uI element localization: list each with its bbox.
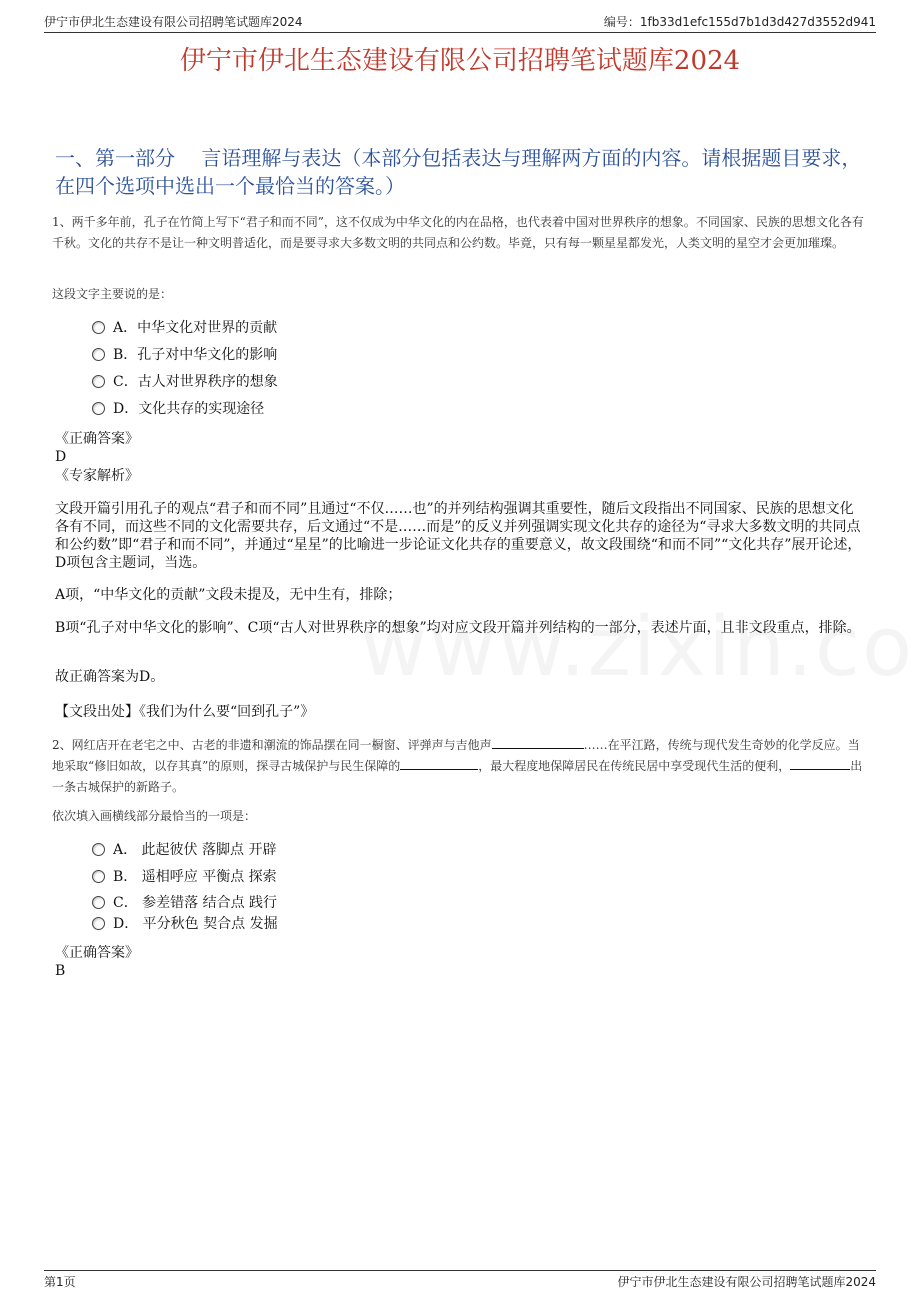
q2-option-a[interactable] <box>92 840 276 860</box>
q2-stem-part-2: ……在平江路，传统与现代发生奇妙的化学反应。当地采取“修旧如故，以存其真”的原则，探寻古城保护与民生保障的 <box>52 738 860 773</box>
option-label: B． 遥相呼应 平衡点 探索 <box>113 869 277 885</box>
header-left-text: 伊宁市伊北生态建设有限公司招聘笔试题库2024 <box>44 15 303 29</box>
option-label: C． 参差错落 结合点 践行 <box>113 895 278 911</box>
q2-stem-part-1: 2、网红店开在老宅之中、古老的非遗和潮流的饰品摆在同一橱窗、评弹声与吉他声 <box>52 738 492 752</box>
q1-answer: D <box>55 449 67 465</box>
option-label: D．文化共存的实现途径 <box>113 401 265 417</box>
q2-answer: B <box>55 963 66 979</box>
q1-source: 【文段出处】《我们为什么要“回到孔子”》 <box>55 704 315 720</box>
fill-blank-3 <box>790 757 850 770</box>
header-document-number: 编号：1fb33d1efc155d7b1d3d427d3552d941 <box>603 15 876 29</box>
option-label: A． 此起彼伏 落脚点 开辟 <box>113 842 277 858</box>
option-label: C．古人对世界秩序的想象 <box>113 374 278 390</box>
q2-option-c[interactable] <box>92 893 277 913</box>
page-number: 第1页 <box>44 1275 76 1289</box>
radio-button-icon[interactable] <box>92 896 105 909</box>
fill-blank-2 <box>400 757 478 770</box>
fill-blank-1 <box>492 736 584 749</box>
radio-button-icon[interactable] <box>92 843 105 856</box>
q1-analysis-paragraph: 故正确答案为D。 <box>55 669 165 685</box>
radio-button-icon[interactable] <box>92 917 105 930</box>
radio-button-icon[interactable] <box>92 870 105 883</box>
q1-option-b[interactable] <box>92 345 277 365</box>
q2-stem-part-4: 出一条古城保护的新路子。 <box>52 759 863 794</box>
q1-analysis-paragraph: A项，“中华文化的贡献”文段未提及，无中生有，排除； <box>55 587 402 603</box>
radio-button-icon[interactable] <box>92 375 105 388</box>
section-heading: 一、第一部分 言语理解与表达（本部分包括表达与理解两方面的内容。请根据题目要求，在四个选项中选出一个最恰当的答案。） <box>55 146 862 198</box>
running-header <box>44 14 876 33</box>
question-2-stem <box>52 735 867 798</box>
q1-analysis-paragraph: B项“孔子对中华文化的影响”、C项“古人对世界秩序的想象”均对应文段开篇并列结构的一部分，表述片面，且非文段重点，排除。 <box>55 620 861 636</box>
option-label: A．中华文化对世界的贡献 <box>113 320 278 336</box>
document-title: 伊宁市伊北生态建设有限公司招聘笔试题库2024 <box>179 46 741 76</box>
q1-analysis-label: 《专家解析》 <box>55 468 139 484</box>
q2-stem-part-3: ，最大程度地保障居民在传统民居中享受现代生活的便利， <box>478 759 791 773</box>
running-footer <box>44 1270 876 1289</box>
radio-button-icon[interactable] <box>92 321 105 334</box>
footer-right-text: 伊宁市伊北生态建设有限公司招聘笔试题库2024 <box>617 1275 876 1289</box>
q2-answer-label: 《正确答案》 <box>55 945 139 961</box>
question-1-stem: 1、两千多年前，孔子在竹简上写下“君子和而不同”，这不仅成为中华文化的内在品格，也代表着中国对世界秩序的想象。不同国家、民族的思想文化各有千秋。文化的共存不是让一种文明普适化，而是要寻求大多数文明的共同点和公约数。毕竟，只有每一颗星星都发光，人类文明的星空才会更加璀璨。 <box>52 215 864 250</box>
q1-option-c[interactable] <box>92 372 278 392</box>
q1-answer-label: 《正确答案》 <box>55 431 139 447</box>
q1-option-d[interactable] <box>92 399 264 419</box>
option-label: B．孔子对中华文化的影响 <box>113 347 278 363</box>
radio-button-icon[interactable] <box>92 348 105 361</box>
option-label: D． 平分秋色 契合点 发掘 <box>113 916 278 932</box>
q1-analysis-paragraph: 文段开篇引用孔子的观点“君子和而不同”且通过“不仅……也”的并列结构强调其重要性，随后文段指出不同国家、民族的思想文化各有不同，而这些不同的文化需要共存，后文通过“不是……而是”的反义并列强调实现文化共存的途径为“寻求大多数文明的共同点和公约数”即“君子和而不同”，并通过“星星”的比喻进一步论证文化共存的重要意义，故文段围绕“和而不同”“文化共存”展开论述，D项包含主题词，当选。 <box>55 501 862 571</box>
question-1-prompt: 这段文字主要说的是： <box>52 287 173 301</box>
radio-button-icon[interactable] <box>92 402 105 415</box>
q2-option-b[interactable] <box>92 867 277 887</box>
q2-option-d[interactable] <box>92 914 278 934</box>
q1-option-a[interactable] <box>92 318 277 338</box>
question-2-prompt: 依次填入画横线部分最恰当的一项是： <box>52 809 257 823</box>
